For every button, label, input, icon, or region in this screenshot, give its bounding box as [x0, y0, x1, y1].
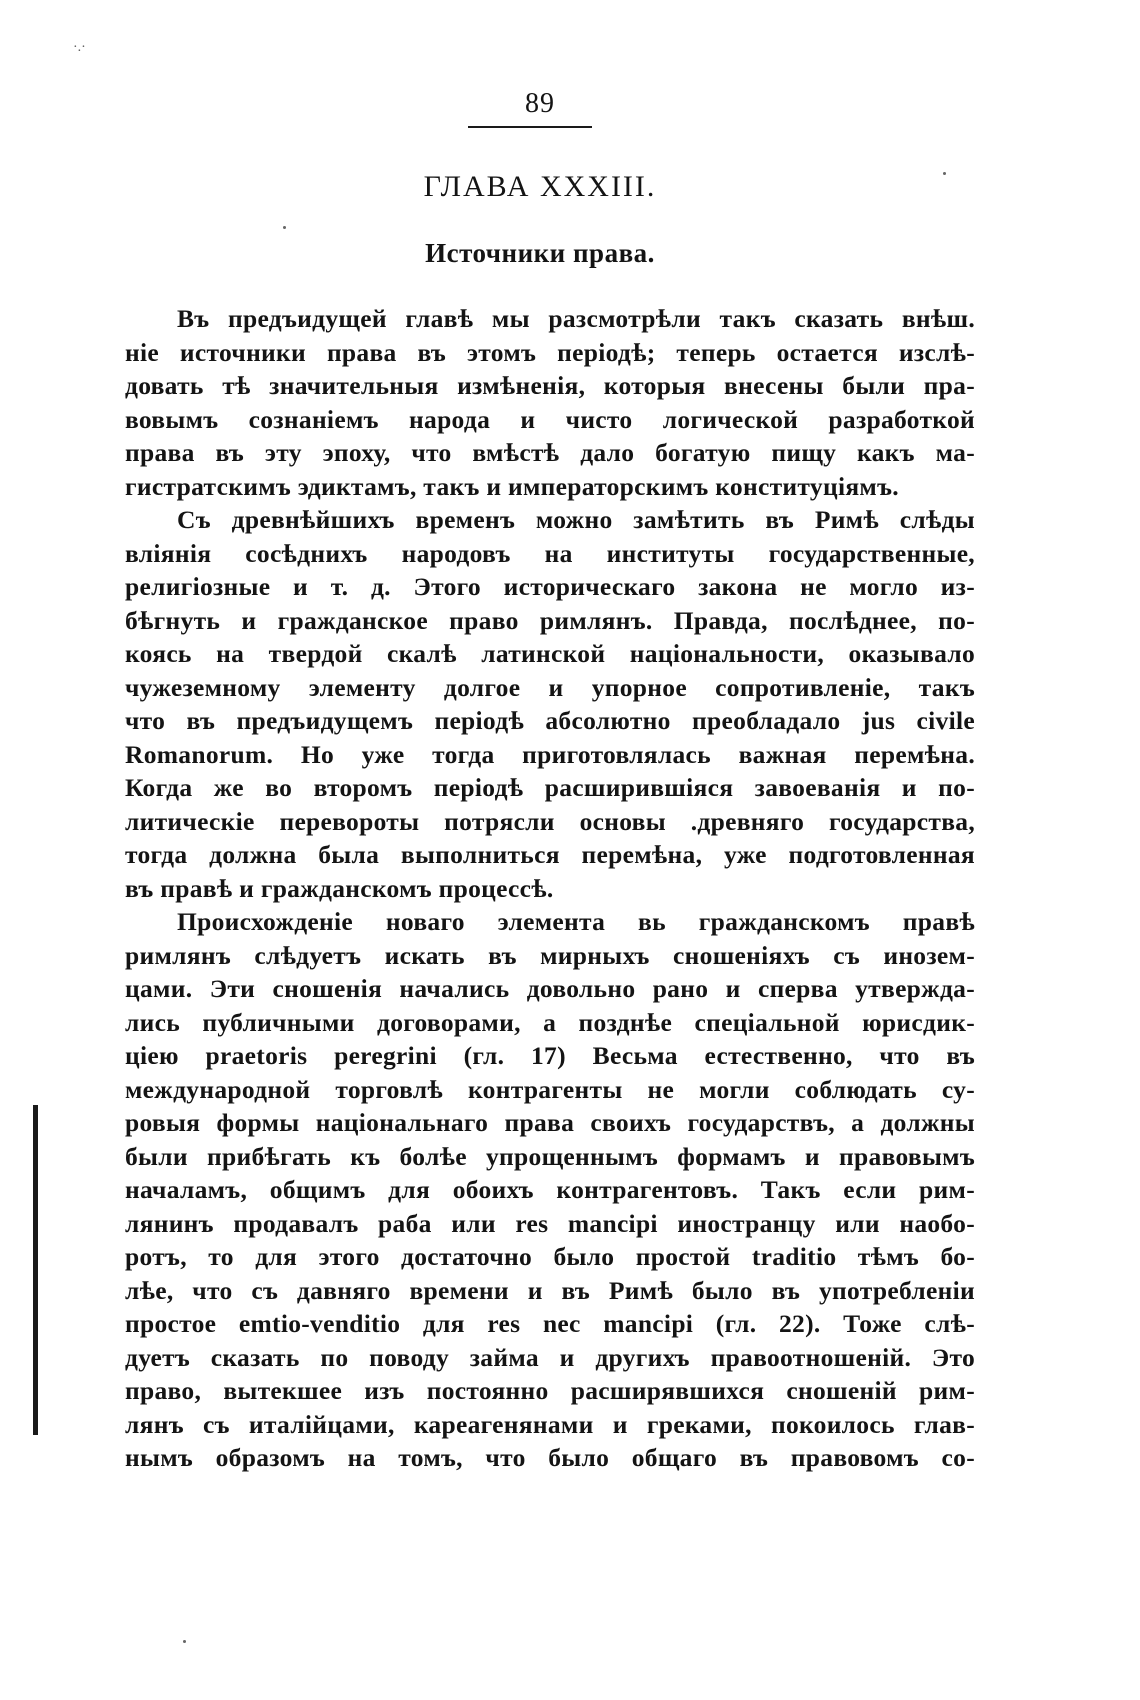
text-line: вовымъ сознаніемъ народа и чисто логической разработкой: [125, 404, 975, 434]
text-line: въ правѣ и гражданскомъ процессѣ.: [125, 873, 554, 903]
chapter-title: ГЛАВА XXXIII.: [423, 170, 657, 203]
text-line: нымъ образомъ на томъ, что было общаго въ правовомъ со-: [125, 1443, 975, 1472]
text-line: коясь на твердой скалѣ латинской національности, оказывало: [125, 639, 975, 668]
text-line: цами. Эти сношенія начались довольно рано и сперва утвержда-: [125, 974, 975, 1003]
text-line: ніе источники права въ этомъ періодѣ; теперь остается изслѣ-: [125, 337, 975, 367]
text-line: римлянъ слѣдуетъ искать въ мирныхъ сношеніяхъ съ инозем-: [125, 940, 975, 970]
page-number: 89: [525, 88, 555, 119]
section-title: Источники права.: [425, 238, 655, 268]
text-line: лись публичными договорами, а позднѣе спеціальной юрисдик-: [125, 1007, 975, 1037]
text-line: лянъ съ италійцами, кареагенянами и греками, покоилось глав-: [125, 1409, 975, 1439]
text-line: тогда должна была выполниться перемѣна, уже подготовленная: [125, 840, 975, 869]
text-line: что въ предъидущемъ періодѣ абсолютно преобладало jus civile: [125, 706, 975, 735]
print-speck: [283, 226, 286, 229]
text-line: чужеземному элементу долгое и упорное сопротивленіе, такъ: [125, 672, 975, 702]
text-line: Romanorum. Но уже тогда приготовлялась важная перемѣна.: [125, 739, 975, 769]
text-line: религіозные и т. д. Этого историческаго закона не могло из-: [125, 572, 975, 601]
text-line: бѣгнуть и гражданское право римлянъ. Правда, послѣднее, по-: [125, 605, 975, 635]
text-line: Въ предъидущей главѣ мы разсмотрѣли такъ сказать внѣш.: [177, 304, 975, 333]
text-line: гистратскимъ эдиктамъ, такъ и императорскимъ конституціямъ.: [125, 471, 899, 501]
text-line: право, вытекшее изъ постоянно расширявшихся сношеній рим-: [125, 1376, 975, 1405]
text-line: вліянія сосѣднихъ народовъ на институты государственные,: [125, 538, 975, 568]
margin-scan-bar: [33, 1105, 38, 1435]
text-line: международной торговлѣ контрагенты не могли соблюдать су-: [125, 1074, 975, 1104]
text-line: Съ древнѣйшихъ временъ можно замѣтить въ Римѣ слѣды: [177, 505, 975, 534]
text-line: ціею praetoris peregrini (гл. 17) Весьма естественно, что въ: [125, 1041, 975, 1070]
text-line: Когда же во второмъ періодѣ расширившіяся завоеванія и по-: [125, 773, 975, 802]
text-line: лянинъ продавалъ раба или res mancipi иностранцу или наобо-: [125, 1208, 975, 1238]
print-speck: [943, 172, 946, 175]
text-line: началамъ, общимъ для обоихъ контрагентовъ. Такъ если рим-: [125, 1175, 975, 1204]
text-line: Происхожденіе новаго элемента вь гражданскомъ правѣ: [177, 907, 975, 936]
text-line: дуетъ сказать по поводу займа и другихъ правоотношеній. Это: [125, 1342, 975, 1372]
page-number-rule: [468, 126, 592, 128]
text-line: ровыя формы національнаго права своихъ государствъ, а должны: [125, 1108, 975, 1137]
body-text: [125, 302, 975, 1475]
print-speck: [183, 1640, 186, 1643]
text-line: ротъ, то для этого достаточно было простой traditio тѣмъ бо-: [125, 1242, 975, 1271]
corner-mark: ·.·: [73, 40, 86, 55]
text-line: права въ эту эпоху, что вмѣстѣ дало богатую пищу какъ ма-: [125, 438, 975, 467]
text-line: были прибѣгать къ болѣе упрощеннымъ формамъ и правовымъ: [125, 1141, 975, 1171]
text-line: довать тѣ значительныя измѣненія, которыя внесены были пра-: [125, 371, 975, 400]
text-line: лѣе, что съ давняго времени и въ Римѣ было въ употребленіи: [125, 1275, 975, 1305]
text-line: простое emtio-venditio для res nec mancipi (гл. 22). Тоже слѣ-: [125, 1309, 975, 1338]
text-line: литическіе перевороты потрясли основы .древняго государства,: [125, 806, 975, 836]
